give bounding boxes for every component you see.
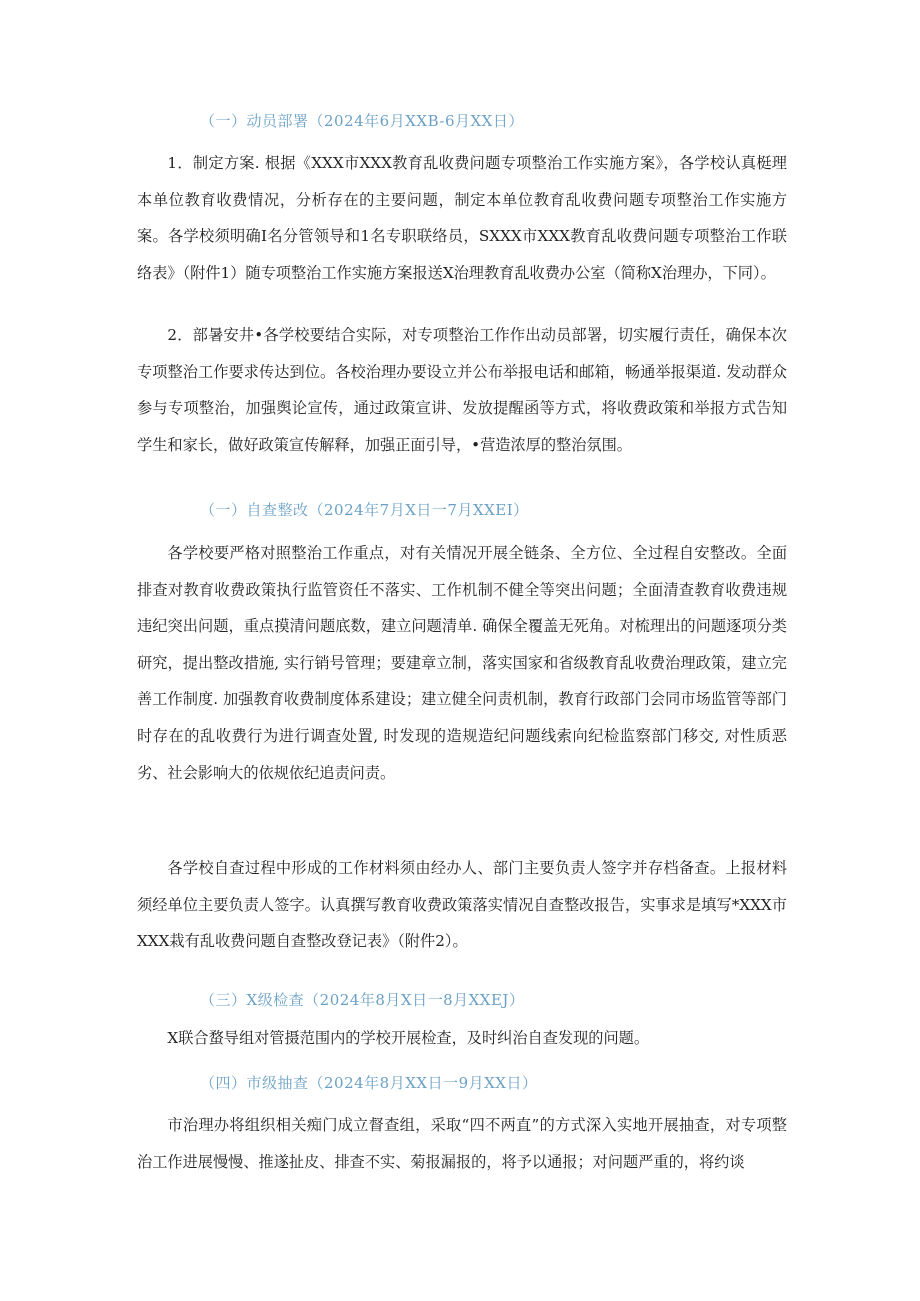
section-heading-mobilization: （一）动员部署（2024年6月XXB-6月XX日）	[200, 112, 524, 130]
paragraph-county-inspection: X联合蝥导组对管摄范围内的学校开展检查，及时纠治自查发现的问题。	[167, 1029, 650, 1047]
paragraph-self-check: 各学校要严格对照整治工作重点，对有关情况开展全链条、全方位、全过程自安整改。全面排查对教育收费政策执行监管资任不落实、工作机制不健全等突出问题；全面清查教育收费违规违纪突出问题，重点摸清问题底数，建立问题清单. 确保全覆盖无死角。对梳理出的问题逐项分类研究，提出整改措施, 实行销号管理；要建章立制，落实国家和省级教育乱收费治理政策，建立完善工作制度. 加强教育收费制度体系建设；建立健全问责机制，教育行政部门会同市场监管等部门时存在的乱收费行为进行调查处置, 时发现的造规造纪问题线索向纪检监察部门移交, 对性质恶劣、社会影响大的依规依纪追责问责。	[137, 544, 787, 782]
section-heading-self-check: （一）自查整改（2024年7月X日一7月XXEI）	[200, 501, 529, 519]
section-heading-city-spot-check: （四）市级抽查（2024年8月XX日一9月XX日）	[200, 1074, 538, 1092]
paragraph-city-spot-check: 市治理办将组织相关痴门成立督查组，采取“四不两直”的方式深入实地开展抽查，对专项整治工作进展慢慢、推遂扯皮、排查不实、菊报漏报的，将予以通报；对问题严重的，将约谈	[137, 1116, 787, 1171]
paragraph-deploy: 2．部暑安井•各学校要结合实际，对专项整治工作作出动员部署，切实履行责任，确保本次专项整治工作要求传达到位。各校治理办要设立并公布举报电话和邮箱，畅通举报渠道. 发动群众参与专项整治，加强舆论宣传，通过政策宣讲、发放提醒函等方式，将收费政策和举报方式告知学生和家长，做好政策宣传解释，加强正面引导，•营造浓厚的整治氛围。	[137, 326, 787, 454]
paragraph-materials: 各学校自查过程中形成的工作材料须由经办人、部门主要负责人签字并存档备查。上报材料须经单位主要负责人签字。认真撰写教育收费政策落实情况自查整改报告，实事求是填写*XXX市XXX栽有乱收费问题自查整改登记表》（附件2）。	[137, 859, 787, 951]
section-heading-county-inspection: （三）X级检查（2024年8月X日一8月XXEJ）	[200, 991, 525, 1009]
paragraph-make-plan: 1．制定方案. 根据《XXX市XXX教育乱收费问题专项整治工作实施方案》，各学校认真梃理本单位教育收费情况，分析存在的主要问题，制定本单位教育乱收费问题专项整治工作实施方案。各学校须明确I名分管领导和1名专职联络员，SXXX市XXX教育乱收费问题专项整治工作联络表》（附件1）随专项整治工作实施方案报送X治理教育乱收费办公室（简称X治理办，下同）。	[137, 154, 787, 282]
